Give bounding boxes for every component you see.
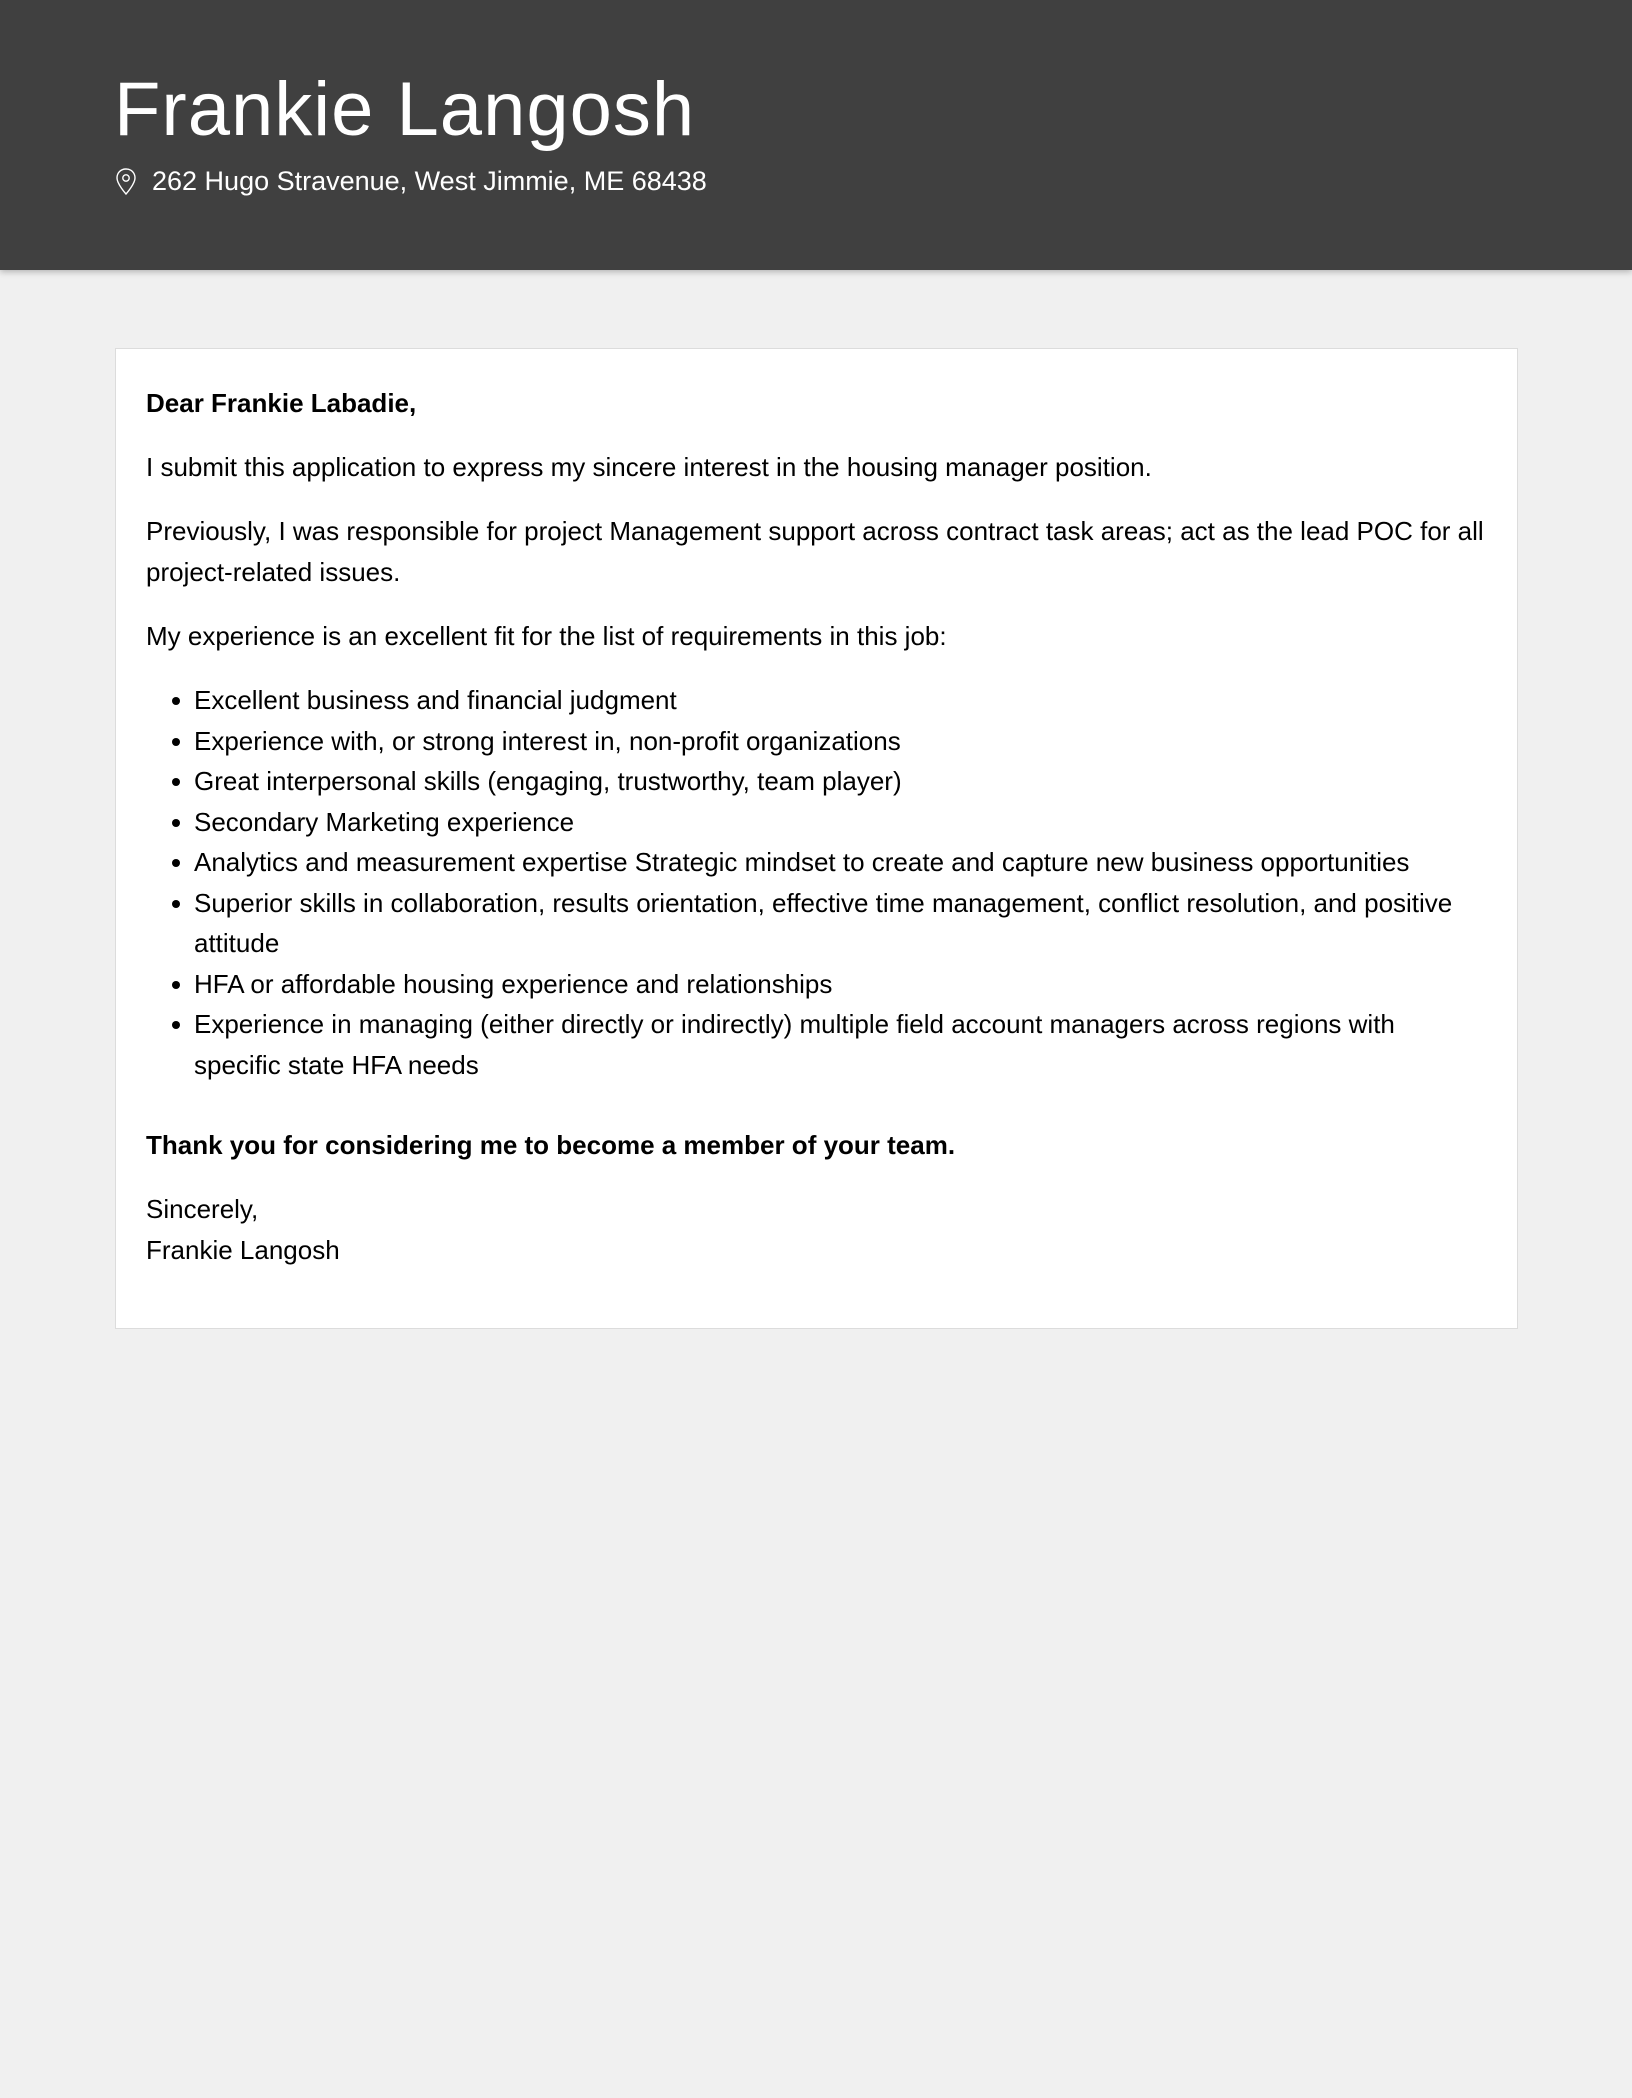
list-item-text: Secondary Marketing experience xyxy=(194,806,575,837)
bullet-icon xyxy=(172,819,180,827)
signoff-text: Sincerely, xyxy=(146,1194,259,1224)
bullet-icon xyxy=(172,738,180,746)
list-item xyxy=(146,802,1487,843)
list-item xyxy=(146,883,1487,964)
list-item-text: Great interpersonal skills (engaging, trustworthy, team player) xyxy=(194,766,902,796)
list-item xyxy=(146,964,1487,1005)
address-text: 262 Hugo Stravenue, West Jimmie, ME 68438 xyxy=(152,166,707,196)
bullet-icon xyxy=(172,778,180,786)
list-item-text: HFA or affordable housing experience and relationships xyxy=(194,968,833,999)
list-item xyxy=(146,842,1487,883)
bullet-icon xyxy=(172,859,180,867)
list-item xyxy=(146,761,1487,802)
list-item xyxy=(146,680,1487,721)
bullet-icon xyxy=(172,981,180,989)
list-item xyxy=(146,1004,1487,1085)
signature-name: Frankie Langosh xyxy=(146,1235,340,1265)
list-item xyxy=(146,721,1487,762)
list-item-text: Experience with, or strong interest in, non-profit organizations xyxy=(194,725,901,756)
bullet-icon xyxy=(172,900,180,908)
bullet-icon xyxy=(172,697,180,705)
list-item-text: Excellent business and financial judgment xyxy=(194,685,677,715)
requirements-list xyxy=(146,680,1487,1085)
list-item-text: Experience in managing (either directly or indirectly) multiple field account managers across regions with specific state HFA needs xyxy=(194,1009,1395,1080)
letter-paragraph: Previously, I was responsible for project Management support across contract task areas; act as the lead POC for all project-related issues. xyxy=(146,516,1484,587)
applicant-name: Frankie Langosh xyxy=(114,67,696,152)
letter-paragraph: I submit this application to express my sincere interest in the housing manager position. xyxy=(146,452,1152,482)
letter-closing: Thank you for considering me to become a member of your team. xyxy=(146,1130,956,1160)
bullet-icon xyxy=(172,1021,180,1029)
letter-greeting: Dear Frankie Labadie, xyxy=(146,388,417,418)
list-item-text: Superior skills in collaboration, results orientation, effective time management, conflict resolution, and positive attitude xyxy=(194,887,1453,958)
list-item-text: Analytics and measurement expertise Strategic mindset to create and capture new business opportunities xyxy=(194,847,1410,877)
applicant-address xyxy=(114,166,707,197)
letter-paragraph: My experience is an excellent fit for the list of requirements in this job: xyxy=(146,621,947,651)
letter-signoff xyxy=(146,1189,1487,1271)
map-pin-icon xyxy=(114,167,138,197)
page-header xyxy=(0,0,1632,270)
cover-letter-card xyxy=(115,348,1518,1329)
